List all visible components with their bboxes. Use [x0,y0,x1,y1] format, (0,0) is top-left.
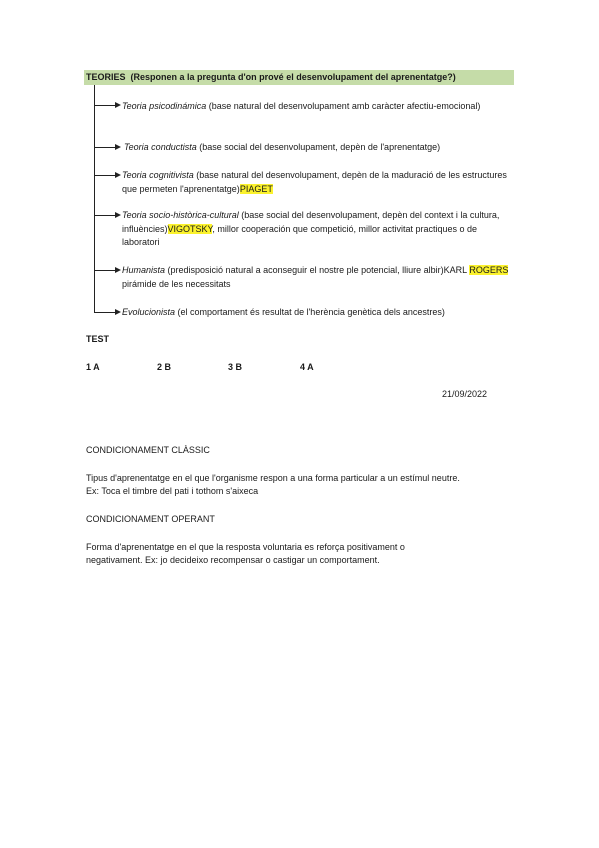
arrow-icon [95,175,117,176]
section-text-line: Forma d'aprenentatge en el que la resposta voluntaria es reforça positivament o [86,542,405,552]
theory-desc: (base social del desenvolupament, depèn del context i la cultura, influències) [122,210,500,234]
theory-desc: (el comportament és resultat de l'herència genètica dels ancestres) [175,307,445,317]
test-answer: 3 B [228,362,243,372]
highlight-vigotsky: VIGOTSKY [167,223,213,234]
section-text-line: Tipus d'aprenentatge en el que l'organisme respon a una forma particular a un estímul neutre. [86,473,460,483]
arrow-icon [95,215,117,216]
test-answer: 4 A [300,362,314,372]
section-text-line: Ex: Toca el timbre del pati i tothom s'aixeca [86,486,259,496]
theory-name: Teoria psicodinámica [122,101,207,111]
tree-connector-line [94,85,95,313]
section-title-operant: CONDICIONAMENT OPERANT [86,514,215,524]
theory-name: Teoria cognitivista [122,170,194,180]
theory-desc: (predisposició natural a aconseguir el nostre ple potencial, lliure albir)KARL [165,265,470,275]
theory-name: Teoria conductista [124,142,197,152]
arrow-icon [95,270,117,271]
test-answer: 2 B [157,362,172,372]
teories-title: TEORIES [86,72,126,82]
highlight-piaget: PIAGET [239,183,273,194]
date-label: 21/09/2022 [442,389,488,399]
arrow-icon [95,312,117,313]
test-title: TEST [86,334,110,344]
theory-name: Evolucionista [122,307,176,317]
theory-item-humanista [122,264,514,291]
theory-item-conductista [124,141,519,155]
theory-desc: (base social del desenvolupament, depèn de l'aprenentatge) [196,142,441,152]
theory-item-socio-historica [122,209,516,250]
theory-name: Teoria socio-històrica-cultural [122,210,239,220]
section-title-classic: CONDICIONAMENT CLÀSSIC [86,445,210,455]
arrow-icon [95,105,117,106]
section-text-line: negativament. Ex: jo decideixo recompensar o castigar un comportament. [86,555,380,565]
theory-desc: (base natural del desenvolupament, depèn de la maduració de les estructures que permeten l'aprenentatge) [122,170,507,194]
theory-item-psicodinamica [122,100,492,114]
teories-header [86,72,456,82]
highlight-rogers: ROGERS [469,265,509,275]
theory-desc-after: pirámide de les necessitats [122,278,231,289]
theory-item-evolucionista [122,306,517,320]
test-answer: 1 A [86,362,100,372]
theory-item-cognitivista [122,169,512,196]
theory-desc-after: , millor cooperación que competició, millor activitat practiques o de laboratori [122,223,478,247]
arrow-icon [95,147,117,148]
theory-desc: (base natural del desenvolupament amb caràcter afectiu-emocional) [206,101,481,111]
teories-subtitle: (Responen a la pregunta d'on prové el desenvolupament del aprenentatge?) [130,72,456,82]
theory-name: Humanista [122,265,166,275]
